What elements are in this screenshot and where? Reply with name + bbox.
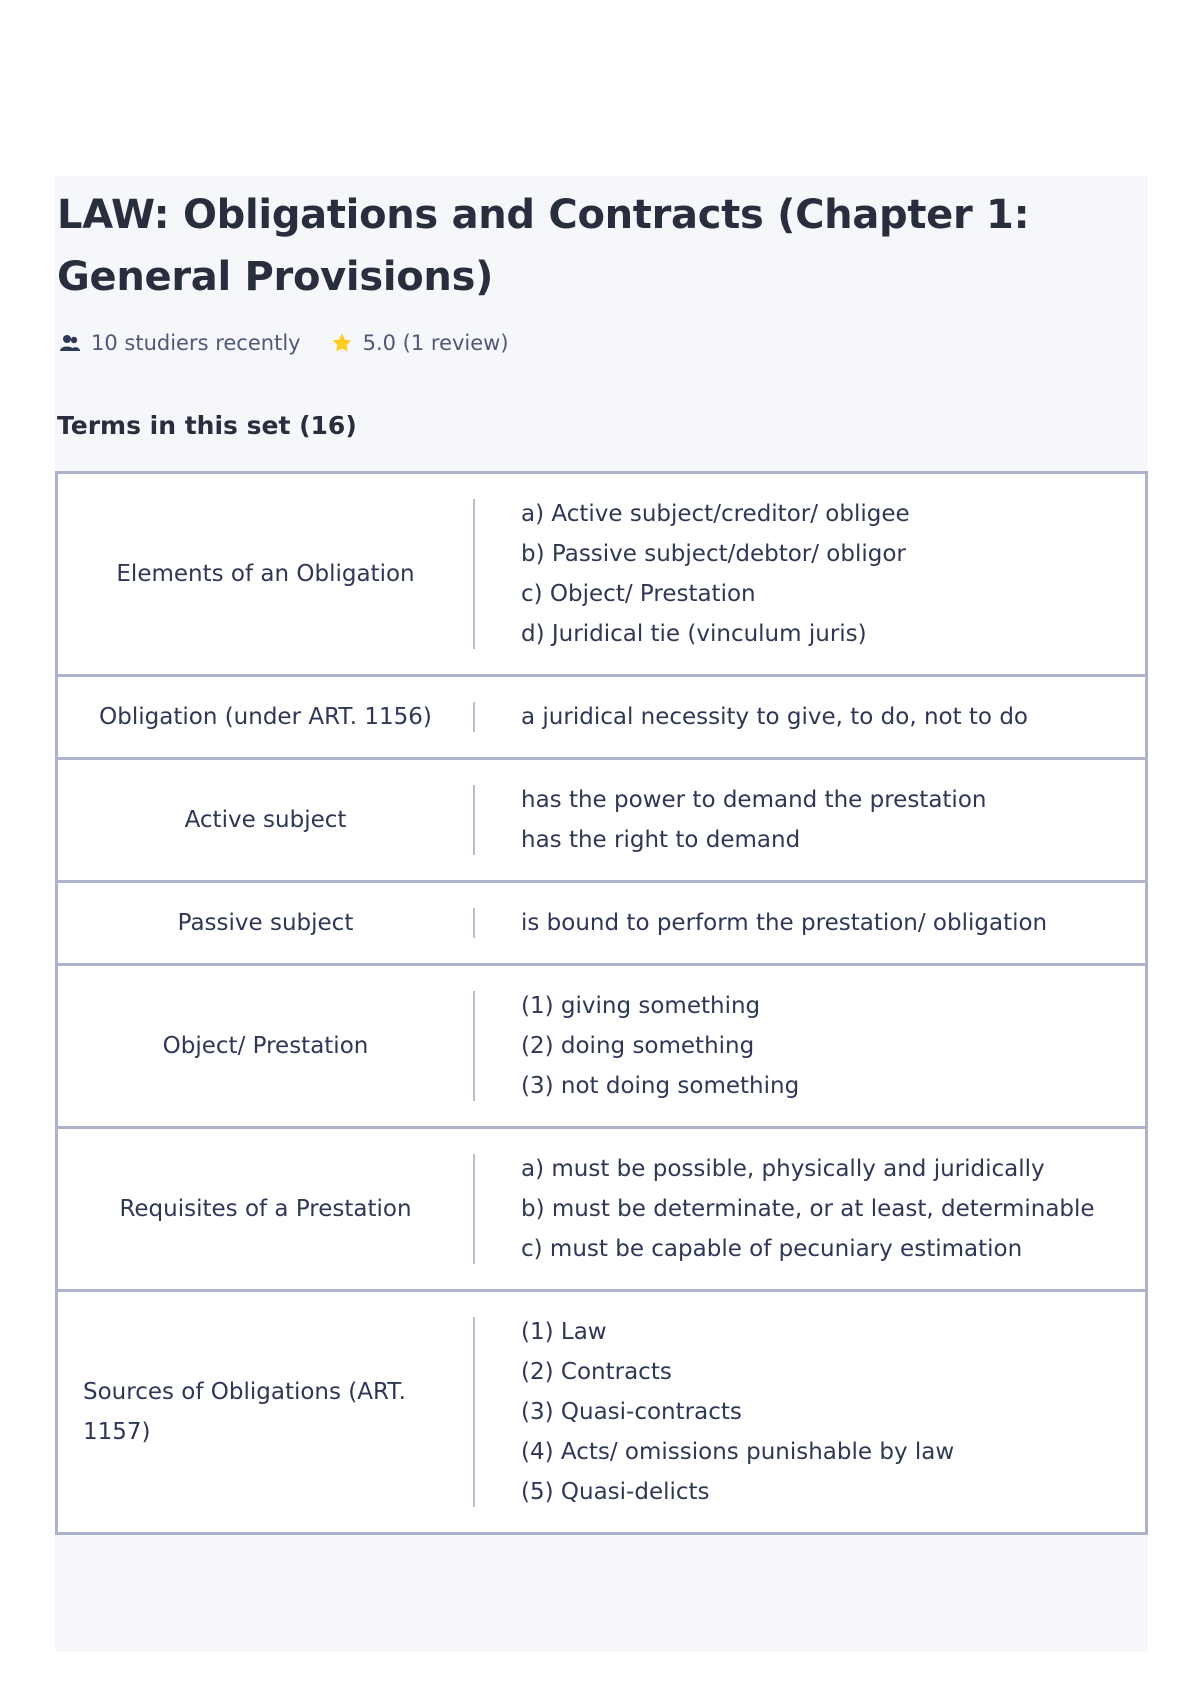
term-text: Object/ Prestation [162,1033,369,1059]
definition [475,760,1145,880]
definition-line: a) Active subject/creditor/ obligee [521,501,910,527]
definition-line: d) Juridical tie (vinculum juris) [521,621,867,647]
definition-line: a) must be possible, physically and juridically [521,1156,1045,1182]
terms-list [55,471,1148,1535]
definition [475,474,1145,674]
definition-line: (4) Acts/ omissions punishable by law [521,1439,955,1465]
definition-line: (5) Quasi-delicts [521,1479,710,1505]
term-row[interactable] [55,883,1148,966]
definition [475,1292,1145,1532]
term-text: Active subject [184,807,347,833]
definition [475,1129,1145,1289]
definition-line: (3) Quasi-contracts [521,1399,742,1425]
set-rating[interactable] [329,330,509,356]
definition-line: has the power to demand the prestation [521,787,987,813]
set-title: LAW: Obligations and Contracts (Chapter 1: General Provisions) [57,192,1030,300]
definition-line: has the right to demand [521,827,801,853]
set-meta [57,326,509,360]
studiers-text: 10 studiers recently [91,331,301,355]
people-icon [57,330,83,356]
term-row[interactable] [55,1129,1148,1292]
term-text: Requisites of a Prestation [119,1196,412,1222]
definition [475,883,1145,963]
term-row[interactable] [55,760,1148,883]
definition-line: (3) not doing something [521,1073,800,1099]
term-row[interactable] [55,1292,1148,1535]
term-text: Passive subject [177,910,354,936]
definition-line: is bound to perform the prestation/ obligation [521,910,1048,936]
term-row[interactable] [55,966,1148,1129]
star-icon [329,330,355,356]
term-text: Obligation (under ART. 1156) [99,704,432,730]
definition-line: (2) Contracts [521,1359,672,1385]
rating-text: 5.0 (1 review) [362,331,509,355]
term-row[interactable] [55,471,1148,677]
studiers-count [57,330,301,356]
definition-line: (2) doing something [521,1033,755,1059]
definition-line: (1) giving something [521,993,761,1019]
definition-line: (1) Law [521,1319,607,1345]
definition-line: c) must be capable of pecuniary estimation [521,1236,1023,1262]
term-text: Elements of an Obligation [116,561,415,587]
definition-line: c) Object/ Prestation [521,581,756,607]
term-row[interactable] [55,677,1148,760]
definition-line: b) must be determinate, or at least, determinable [521,1196,1095,1222]
definition-line: b) Passive subject/debtor/ obligor [521,541,906,567]
definition [475,966,1145,1126]
term-text: Sources of Obligations (ART. 1157) [83,1379,406,1445]
definition [475,677,1145,757]
terms-heading: Terms in this set (16) [57,411,357,440]
definition-line: a juridical necessity to give, to do, not to do [521,704,1028,730]
